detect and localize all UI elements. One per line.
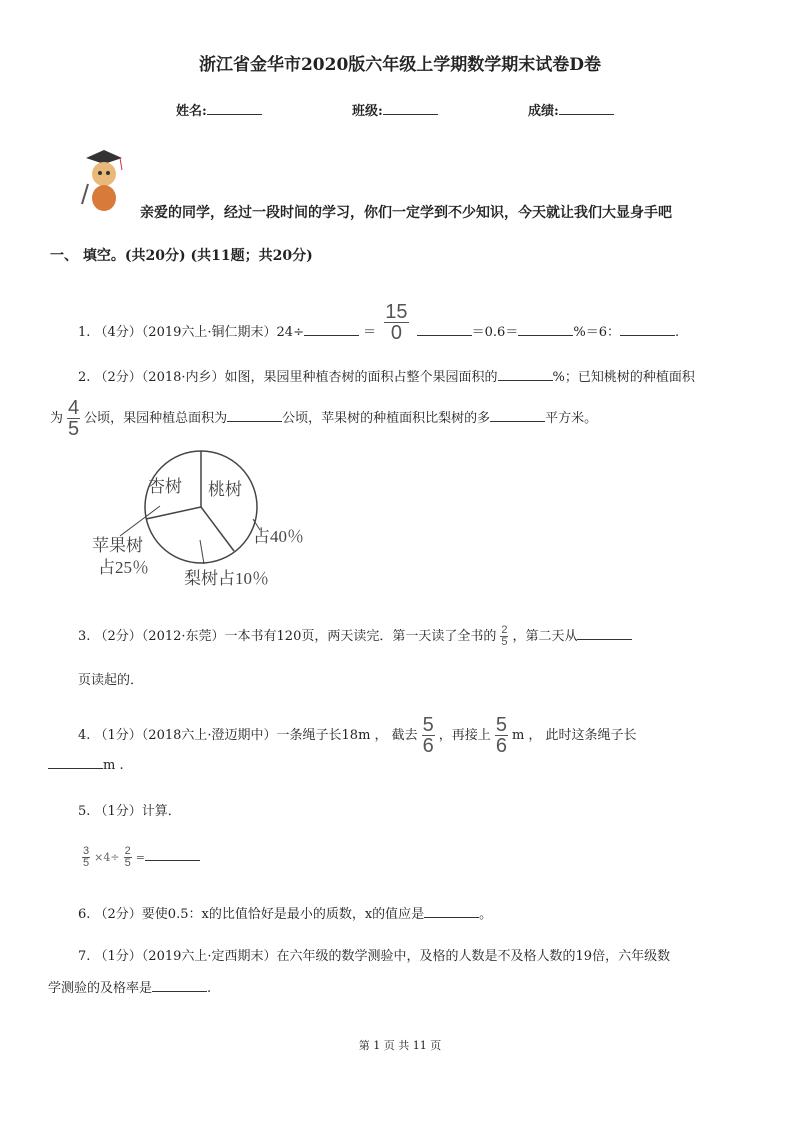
q2-text: 2. （2分）（2018·内乡）如图，果园里种植杏树的面积占整个果园面积的 — [78, 370, 498, 385]
q1-blank-3 — [518, 323, 573, 336]
q2-text-2b: 公顷，苹果树的种植面积比梨树的多 — [282, 411, 491, 426]
label-peach: 桃树 — [208, 480, 242, 499]
q2-blank-3 — [490, 409, 545, 422]
leader-line — [120, 506, 160, 536]
denominator: 5 — [501, 636, 508, 648]
q7-end: . — [207, 981, 212, 996]
question-4 — [78, 715, 637, 756]
label-pear: 梨树占10％ — [184, 569, 269, 588]
page-footer: 第 1 页 共 11 页 — [358, 1039, 442, 1052]
q1-pct: %＝6： — [573, 325, 620, 340]
q6-end: 。 — [479, 907, 493, 922]
q1-text: 1. （4分）（2019六上·铜仁期末）24÷ — [78, 325, 304, 340]
q1-blank-4 — [620, 323, 675, 336]
q2-text-2a: 公顷，果园种植总面积为 — [84, 411, 228, 426]
numerator: 3 — [83, 845, 90, 857]
label-apple: 苹果树 — [92, 536, 143, 555]
score-field — [528, 100, 614, 119]
q7-text-2: 学测验的及格率是 — [48, 981, 153, 996]
q2-wei: 为 — [50, 411, 64, 426]
section-heading: 一、 填空。(共20分) (共11题；共20分) — [50, 248, 313, 264]
q3-post: ，第二天从 — [512, 629, 578, 644]
label-apricot: 杏树 — [148, 477, 182, 496]
page-title: 浙江省金华市2020版六年级上学期数学期末试卷D卷 — [198, 55, 602, 75]
score-label: 成绩: — [528, 104, 559, 119]
q4-line-2 — [48, 756, 124, 773]
denominator: 5 — [124, 857, 131, 869]
q5-blank — [145, 848, 200, 861]
leader-line — [200, 540, 204, 564]
fraction — [124, 846, 132, 869]
label-apple-pct: 占25％ — [98, 558, 149, 577]
q4-fraction-1 — [422, 715, 435, 756]
class-blank — [383, 102, 438, 115]
q2-text-b: %；已知桃树的种植面积 — [552, 370, 695, 385]
q7-blank — [152, 979, 207, 992]
q4-text: 4. （1分）（2018六上·澄迈期中）一条绳子长18m ， 截去 — [78, 728, 418, 743]
question-6 — [78, 903, 492, 922]
q1-fraction — [384, 302, 408, 343]
q3-fraction — [500, 625, 508, 648]
numerator: 2 — [124, 845, 131, 857]
question-7: 7. （1分）（2019六上·定西期末）在六年级的数学测验中，及格的人数是不及格人数的19倍，六年级数 — [78, 949, 671, 964]
question-5: 5. （1分）计算． — [78, 804, 181, 819]
q4-blank — [48, 756, 103, 769]
q1-blank-2 — [417, 323, 472, 336]
class-label: 班级: — [352, 104, 383, 119]
orchard-pie-chart — [80, 440, 330, 590]
denominator: 6 — [422, 735, 434, 757]
q5-eq: = — [135, 851, 145, 864]
q3-blank — [577, 627, 632, 640]
q1-mid: ＝0.6＝ — [471, 325, 519, 340]
denominator: 5 — [68, 418, 80, 440]
pie-divider — [201, 507, 234, 551]
q2-blank-2 — [227, 409, 282, 422]
q1-blank-1 — [304, 323, 359, 336]
q6-blank — [424, 905, 479, 918]
q7-line-2 — [48, 977, 211, 996]
label-peach-pct: 占40％ — [253, 527, 304, 546]
denominator: 5 — [83, 857, 90, 869]
q1-end: . — [674, 325, 680, 340]
name-field — [176, 100, 262, 119]
q5-expression — [78, 846, 200, 869]
q2-blank-1 — [498, 368, 553, 381]
q5-op: ×4÷ — [94, 851, 120, 864]
fraction — [82, 846, 90, 869]
question-1 — [78, 301, 680, 353]
q4-end: m . — [103, 758, 124, 773]
q2-text-2c: 平方米。 — [545, 411, 598, 426]
question-2-line-1 — [78, 366, 695, 385]
greeting-text: 亲爱的同学，经过一段时间的学习，你们一定学到不少知识，今天就让我们大显身手吧 — [140, 205, 672, 221]
name-label: 姓名: — [176, 104, 207, 119]
numerator: 2 — [501, 624, 508, 636]
q4-mid: ，再接上 — [438, 728, 491, 743]
q4-post: m ， 此时这条绳子长 — [511, 728, 637, 743]
question-3 — [78, 625, 632, 648]
name-blank — [207, 102, 262, 115]
numerator: 5 — [495, 714, 507, 736]
q4-fraction-2 — [495, 715, 508, 756]
q2-fraction — [67, 398, 80, 439]
class-field — [352, 100, 438, 119]
numerator: 5 — [422, 714, 434, 736]
numerator: 4 — [68, 397, 80, 419]
q3-line-2: 页读起的． — [78, 673, 144, 688]
numerator: 15 — [385, 301, 408, 323]
mascot-icon — [78, 148, 128, 214]
question-2-line-2 — [50, 398, 597, 439]
denominator: 6 — [495, 735, 507, 757]
pie-divider — [146, 507, 201, 519]
denominator: 0 — [390, 322, 402, 344]
q3-text: 3. （2分）（2012·东莞）一本书有120页，两天读完．第一天读了全书的 — [78, 629, 497, 644]
q1-eq: ＝ — [363, 325, 377, 340]
score-blank — [559, 102, 614, 115]
q6-text: 6. （2分）要使0.5：x的比值恰好是最小的质数，x的值应是 — [78, 907, 425, 922]
